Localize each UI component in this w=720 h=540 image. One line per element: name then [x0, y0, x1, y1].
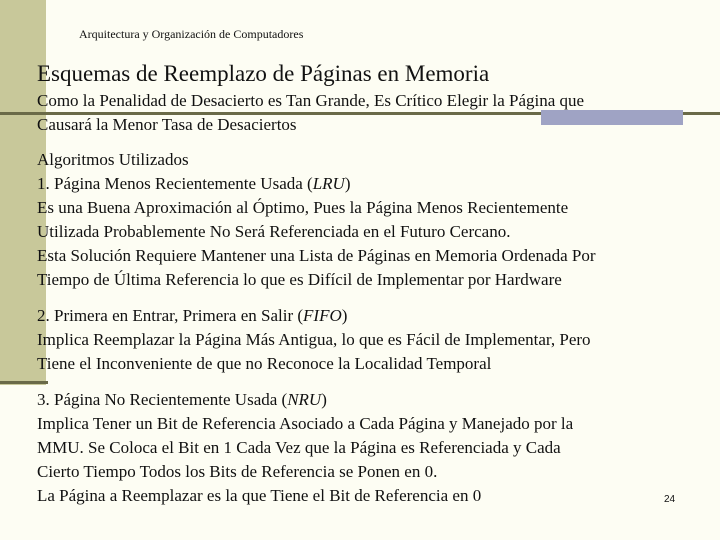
nru-line-2: MMU. Se Coloca el Bit en 1 Cada Vez que la Página es Referenciada y Cada	[37, 438, 561, 457]
fifo-section	[37, 304, 707, 376]
fifo-heading-suffix: )	[341, 306, 348, 325]
nru-line-4: La Página a Reemplazar es la que Tiene el Bit de Referencia en 0	[37, 486, 482, 505]
fifo-line-2: Tiene el Inconveniente de que no Reconoce la Localidad Temporal	[37, 354, 492, 373]
nru-heading-suffix: )	[321, 390, 327, 409]
intro-line-1: Como la Penalidad de Desacierto es Tan Grande, Es Crítico Elegir la Página que	[37, 91, 585, 110]
slide-title: Esquemas de Reemplazo de Páginas en Memoria	[37, 61, 490, 86]
lru-line-3: Esta Solución Requiere Mantener una Lista de Páginas en Memoria Ordenada Por	[37, 246, 596, 265]
nru-line-1: Implica Tener un Bit de Referencia Asociado a Cada Página y Manejado por la	[37, 414, 574, 433]
intro-paragraph	[37, 89, 707, 137]
lru-line-4: Tiempo de Última Referencia lo que es Difícil de Implementar por Hardware	[37, 270, 562, 289]
lru-section	[37, 148, 707, 292]
fifo-abbr: FIFO	[303, 306, 342, 325]
fifo-heading-prefix: 2. Primera en Entrar, Primera en Salir (	[37, 306, 304, 325]
lru-heading	[37, 172, 707, 196]
nru-line-3: Cierto Tiempo Todos los Bits de Referencia se Ponen en 0.	[37, 462, 438, 481]
lru-heading-prefix: 1. Página Menos Recientemente Usada (	[37, 174, 313, 193]
fifo-heading	[37, 304, 707, 328]
lru-heading-suffix: )	[344, 174, 351, 193]
nru-section	[37, 388, 707, 508]
lru-abbr: LRU	[312, 174, 345, 193]
nru-abbr: NRU	[287, 390, 322, 409]
sidebar-divider-line	[0, 381, 48, 384]
algorithms-heading: Algoritmos Utilizados	[37, 150, 189, 169]
intro-line-2: Causará la Menor Tasa de Desaciertos	[37, 115, 297, 134]
lru-line-1: Es una Buena Aproximación al Óptimo, Pues la Página Menos Recientemente	[37, 198, 569, 217]
course-title: Arquitectura y Organización de Computadores	[79, 27, 304, 41]
fifo-line-1: Implica Reemplazar la Página Más Antigua, lo que es Fácil de Implementar, Pero	[37, 330, 591, 349]
nru-heading	[37, 388, 707, 412]
lru-line-2: Utilizada Probablemente No Será Referenciada en el Futuro Cercano.	[37, 222, 511, 241]
nru-heading-prefix: 3. Página No Recientemente Usada (	[37, 390, 288, 409]
page-number: 24	[664, 494, 676, 505]
